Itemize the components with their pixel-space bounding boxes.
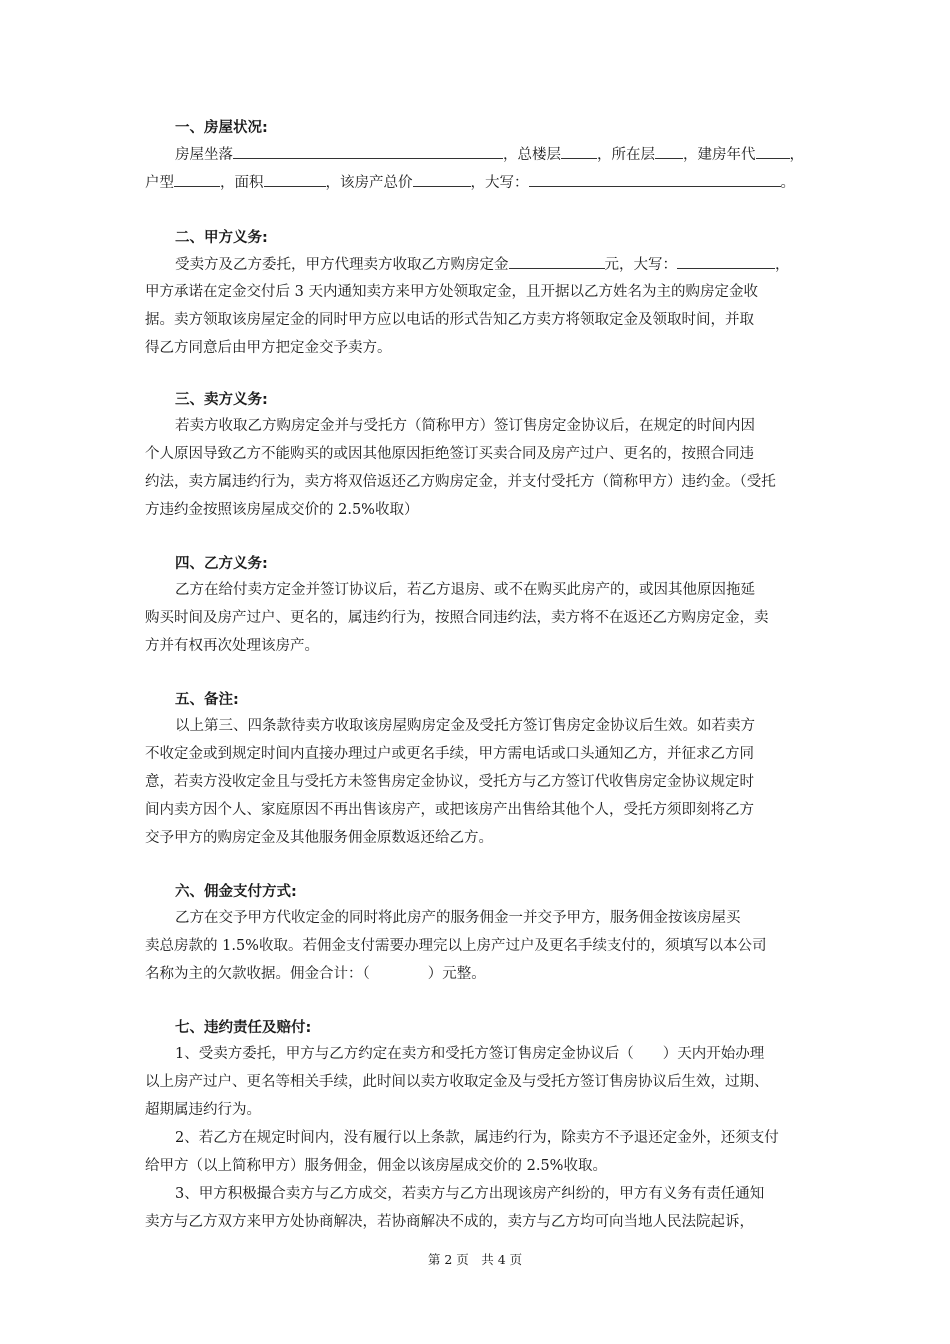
section-2-line-4: 得乙方同意后由甲方把定金交予卖方。: [145, 340, 392, 356]
section-7-p2-line-1: 2、若乙方在规定时间内，没有履行以上条款，属违约行为，除卖方不予退还定金外，还须支付: [175, 1130, 779, 1146]
page-footer: 第 2 页 共 4 页: [427, 1252, 523, 1267]
blank-deposit: [509, 254, 605, 269]
label-layout: 户型: [145, 175, 174, 191]
section-1-line-2: 户型 ，面积 ，该房产总价 ，大写： 。: [145, 172, 795, 193]
blank-location: [233, 144, 503, 159]
section-3-line-2: 个人原因导致乙方不能购买的或因其他原因拒绝签订买卖合同及房产过户、更名的，按照合同违: [145, 446, 754, 462]
section-4-line-1: 乙方在给付卖方定金并签订协议后，若乙方退房、或不在购买此房产的，或因其他原因拖延: [175, 582, 755, 598]
section-5-line-1: 以上第三、四条款待卖方收取该房屋购房定金及受托方签订售房定金协议后生效。如若卖方: [175, 718, 755, 734]
blank-deposit-capital: [677, 254, 775, 269]
label-floor: ，所在层: [597, 147, 655, 163]
blank-total-price: [413, 172, 471, 187]
section-3-line-1: 若卖方收取乙方购房定金并与受托方（简称甲方）签订售房定金协议后，在规定的时间内因: [175, 418, 755, 434]
section-5-line-3: 意，若卖方没收定金且与受托方未签售房定金协议，受托方与乙方签订代收售房定金协议规定时: [145, 774, 754, 790]
section-6-line-3: 名称为主的欠款收据。佣金合计：（ ）元整。: [145, 966, 486, 982]
blank-layout: [174, 172, 220, 187]
label-build-year: ，建房年代: [683, 147, 756, 163]
section-4-line-2: 购买时间及房产过户、更名的，属违约行为，按照合同违约法，卖方将不在返还乙方购房定金，卖: [145, 610, 769, 626]
section-7-p3-line-2: 卖方与乙方双方来甲方处协商解决，若协商解决不成的，卖方与乙方均可向当地人民法院起诉，: [145, 1214, 754, 1230]
section-7-p3-line-1: 3、甲方积极撮合卖方与乙方成交，若卖方与乙方出现该房产纠纷的，甲方有义务有责任通知: [175, 1186, 765, 1202]
label-location: 房屋坐落: [175, 147, 233, 163]
label-total-price: ，该房产总价: [325, 175, 413, 191]
section-6-line-1: 乙方在交予甲方代收定金的同时将此房产的服务佣金一并交予甲方，服务佣金按该房屋买: [175, 910, 741, 926]
blank-build-year: [756, 144, 790, 159]
blank-total-floors: [561, 144, 597, 159]
section-5-line-2: 不收定金或到规定时间内直接办理过户或更名手续，甲方需电话或口头通知乙方，并征求乙方同: [145, 746, 754, 762]
label-area: ，面积: [220, 175, 264, 191]
section-2-line-1: 受卖方及乙方委托，甲方代理卖方收取乙方购房定金 元，大写： ，: [175, 254, 790, 275]
blank-capital: [529, 172, 781, 187]
section-1-heading: 一、房屋状况:: [175, 120, 268, 136]
blank-floor: [655, 144, 683, 159]
section-3-line-3: 约法，卖方属违约行为，卖方将双倍返还乙方购房定金，并支付受托方（简称甲方）违约金。（受托: [145, 474, 776, 490]
section-7-heading: 七、违约责任及赔付:: [175, 1020, 312, 1036]
section-7-p2-line-2: 给甲方（以上简称甲方）服务佣金，佣金以该房屋成交价的 2.5%收取。: [145, 1158, 607, 1174]
section-3-heading: 三、卖方义务:: [175, 392, 268, 408]
section-6-line-2: 卖总房款的 1.5%收取。若佣金支付需要办理完以上房产过户及更名手续支付的，须填写以本公司: [145, 938, 767, 954]
section-3-line-4: 方违约金按照该房屋成交价的 2.5%收取）: [145, 502, 419, 518]
section-4-heading: 四、乙方义务:: [175, 556, 268, 572]
section-2-line-3: 据。卖方领取该房屋定金的同时甲方应以电话的形式告知乙方卖方将领取定金及领取时间，并取: [145, 312, 754, 328]
section-7-p1-line-3: 超期属违约行为。: [145, 1102, 261, 1118]
section-2-heading: 二、甲方义务:: [175, 230, 268, 246]
blank-area: [264, 172, 326, 187]
label-total-floors: ，总楼层: [503, 147, 561, 163]
section-4-line-3: 方并有权再次处理该房产。: [145, 638, 319, 654]
section-6-heading: 六、佣金支付方式:: [175, 884, 297, 900]
label-capital: ，大写：: [470, 175, 529, 191]
section-7-p1-line-1: 1、受卖方委托，甲方与乙方约定在卖方和受托方签订售房定金协议后（ ）天内开始办理: [175, 1046, 765, 1062]
section-5-line-4: 间内卖方因个人、家庭原因不再出售该房产，或把该房产出售给其他个人，受托方须即刻将乙方: [145, 802, 754, 818]
section-1-line-1: 房屋坐落 ，总楼层 ，所在层 ，建房年代 ，: [175, 144, 804, 165]
section-5-line-5: 交予甲方的购房定金及其他服务佣金原数返还给乙方。: [145, 830, 493, 846]
section-2-line-2: 甲方承诺在定金交付后 3 天内通知卖方来甲方处领取定金，且开据以乙方姓名为主的购房定金收: [145, 284, 758, 300]
section-7-p1-line-2: 以上房产过户、更名等相关手续，此时间以卖方收取定金及与受托方签订售房协议后生效，过期、: [145, 1074, 769, 1090]
section-5-heading: 五、备注:: [175, 692, 239, 708]
